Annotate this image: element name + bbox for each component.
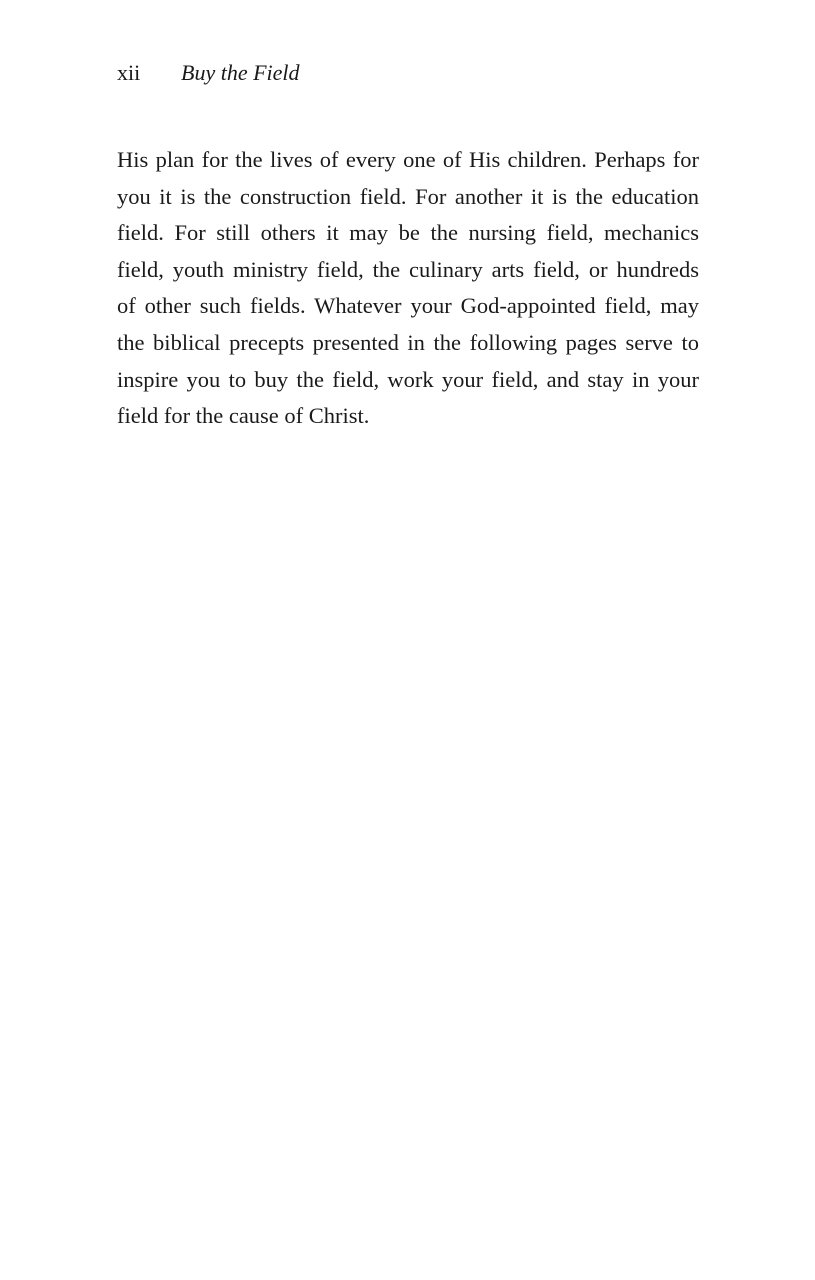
text-line: of other such fields. Whatever your God-appointed field, may: [117, 293, 699, 319]
text-line: the biblical precepts presented in the following pages serve to: [117, 329, 699, 355]
text-line: you it is the construction field. For another it is the education: [117, 183, 699, 209]
text-line: field for the cause of Christ.: [117, 403, 370, 429]
page-number: xii: [117, 60, 141, 85]
text-line: His plan for the lives of every one of His children. Perhaps for: [117, 147, 699, 172]
body-paragraph: [117, 142, 699, 435]
running-head: [117, 58, 300, 88]
text-line: inspire you to buy the field, work your field, and stay in your: [117, 366, 699, 392]
text-line: field, youth ministry field, the culinary arts field, or hundreds: [117, 256, 699, 282]
text-line: field. For still others it may be the nursing field, mechanics: [117, 220, 699, 246]
running-title: Buy the Field: [181, 60, 300, 85]
